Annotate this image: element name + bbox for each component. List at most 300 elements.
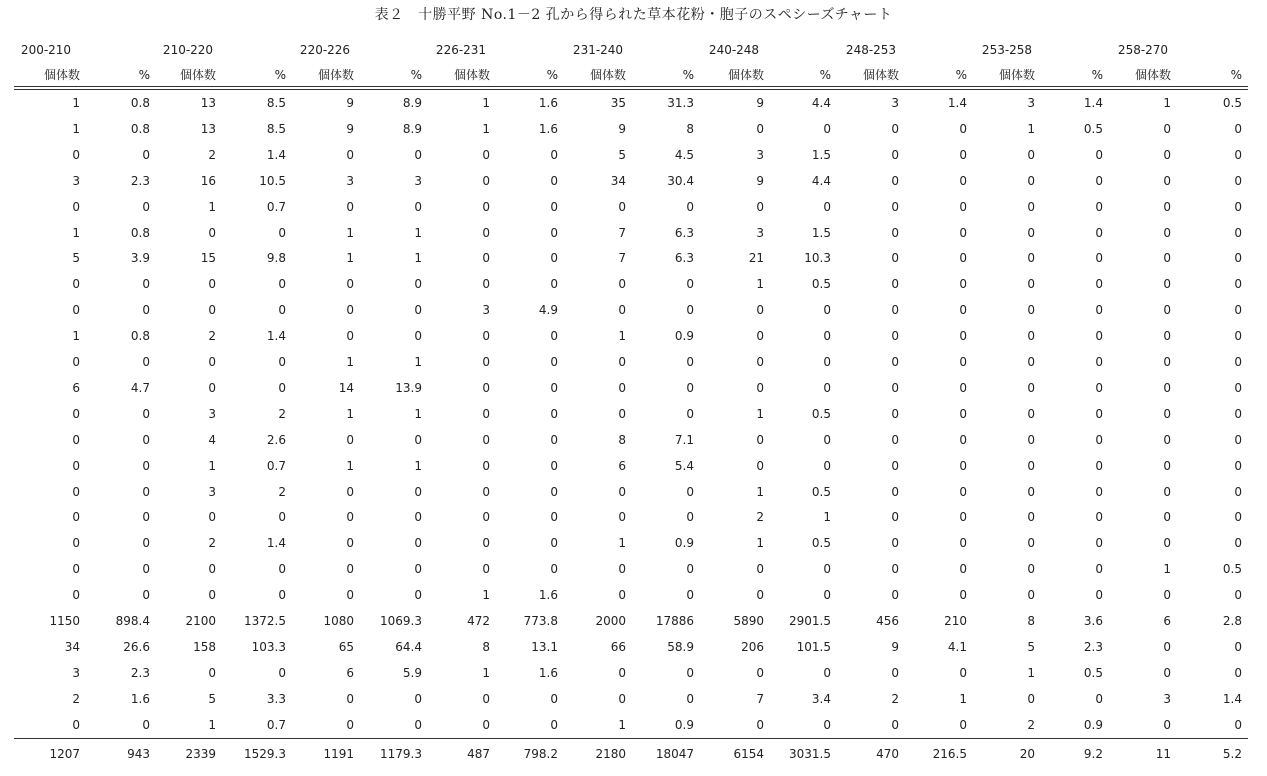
percent-cell: 26.6 (123, 639, 150, 654)
count-cell: 0 (1163, 639, 1171, 654)
percent-cell: 0.5 (1083, 121, 1103, 136)
count-cell: 0 (1027, 562, 1035, 577)
percent-cell: 10.3 (804, 251, 831, 266)
count-cell: 0 (72, 355, 80, 369)
count-cell: 0 (482, 277, 490, 292)
percent-cell: 0.5 (1222, 562, 1242, 577)
percent-cell: 0 (823, 329, 831, 344)
percent-cell: 2 (278, 484, 286, 499)
count-cell: 1 (72, 329, 80, 344)
total-percent-cell: 798.2 (523, 747, 558, 761)
count-cell: 0 (1027, 225, 1035, 240)
count-cell: 0 (72, 536, 80, 551)
count-cell: 0 (346, 536, 354, 551)
percent-cell: 0 (1095, 225, 1103, 240)
count-cell: 34 (64, 639, 80, 654)
percent-cell: 6.3 (674, 251, 694, 266)
percent-cell: 0 (550, 562, 558, 577)
count-cell: 6 (72, 380, 80, 395)
count-cell: 1 (72, 96, 80, 110)
percent-cell: 0 (1234, 147, 1242, 162)
depth-range-header: 231-240 (572, 43, 624, 57)
count-cell: 0 (891, 329, 899, 344)
percent-cell: 0 (142, 458, 150, 473)
count-cell: 0 (346, 432, 354, 447)
count-cell: 0 (891, 717, 899, 732)
count-cell: 1 (1027, 665, 1035, 680)
percent-cell: 0 (1234, 355, 1242, 369)
percent-cell: 0 (686, 588, 694, 603)
percent-cell: 0 (278, 562, 286, 577)
percent-cell: 0 (1095, 536, 1103, 551)
count-cell: 0 (482, 199, 490, 214)
count-cell: 0 (1163, 484, 1171, 499)
count-cell: 0 (756, 458, 764, 473)
count-cell: 0 (346, 303, 354, 318)
count-cell: 0 (1163, 510, 1171, 525)
percent-cell: 58.9 (667, 639, 694, 654)
count-cell: 0 (1027, 380, 1035, 395)
count-cell: 0 (72, 588, 80, 603)
count-cell: 1 (1027, 121, 1035, 136)
count-cell: 0 (72, 303, 80, 318)
count-cell: 0 (891, 665, 899, 680)
percent-cell: 0 (142, 432, 150, 447)
percent-cell: 2.6 (266, 432, 286, 447)
count-cell: 4 (208, 432, 216, 447)
percent-cell: 1.6 (538, 665, 558, 680)
count-cell: 0 (346, 588, 354, 603)
percent-cell: 0.7 (266, 717, 286, 732)
percent-cell: 0.5 (811, 406, 831, 421)
count-cell: 3 (1027, 96, 1035, 110)
count-cell: 1 (208, 458, 216, 473)
percent-cell: 0 (414, 510, 422, 525)
count-cell: 3 (72, 173, 80, 188)
count-cell: 0 (1027, 458, 1035, 473)
percent-cell: 7.1 (674, 432, 694, 447)
count-cell: 0 (1163, 251, 1171, 266)
count-cell: 0 (1163, 277, 1171, 292)
count-cell: 7 (756, 691, 764, 706)
percent-cell: 0 (550, 406, 558, 421)
percent-cell: 0 (823, 355, 831, 369)
percent-cell: 0 (550, 536, 558, 551)
percent-cell: 0 (414, 303, 422, 318)
percent-cell: 0 (1095, 199, 1103, 214)
percent-cell: 0.9 (674, 717, 694, 732)
percent-cell: 1069.3 (380, 614, 422, 628)
count-cell: 0 (482, 562, 490, 577)
percent-cell: 0 (1234, 458, 1242, 473)
percent-cell: 8.9 (402, 96, 422, 110)
percent-cell: 0 (823, 458, 831, 473)
count-cell: 0 (482, 406, 490, 421)
count-cell: 0 (1163, 380, 1171, 395)
percent-cell: 2.8 (1222, 614, 1242, 628)
count-cell: 0 (1027, 173, 1035, 188)
count-cell: 0 (1027, 329, 1035, 344)
count-cell: 6 (618, 458, 626, 473)
percent-cell: 2.3 (1083, 639, 1103, 654)
percent-cell: 0 (823, 303, 831, 318)
percent-cell: 0 (142, 510, 150, 525)
count-cell: 0 (482, 147, 490, 162)
total-count-cell: 6154 (733, 747, 764, 761)
percent-cell: 0.5 (1222, 96, 1242, 110)
count-cell: 0 (346, 329, 354, 344)
count-cell: 0 (756, 562, 764, 577)
total-percent-cell: 9.2 (1083, 747, 1103, 761)
percent-cell: 30.4 (667, 173, 694, 188)
count-cell: 1 (756, 484, 764, 499)
percent-cell: 2901.5 (789, 614, 831, 628)
count-cell: 0 (72, 147, 80, 162)
count-cell: 9 (618, 121, 626, 136)
count-cell: 158 (193, 639, 216, 654)
percent-cell: 13.1 (531, 639, 558, 654)
percent-cell: 1 (414, 458, 422, 473)
count-cell: 0 (1027, 691, 1035, 706)
percent-cell: 0 (1234, 277, 1242, 292)
percent-cell: 0 (142, 355, 150, 369)
percent-cell: 0 (142, 484, 150, 499)
count-cell: 0 (618, 562, 626, 577)
count-cell: 0 (618, 588, 626, 603)
count-cell: 0 (208, 665, 216, 680)
count-cell: 1 (756, 406, 764, 421)
count-cell: 0 (618, 510, 626, 525)
count-cell: 21 (748, 251, 764, 266)
percent-cell: 0 (550, 484, 558, 499)
count-cell: 0 (482, 510, 490, 525)
percent-cell: 5.4 (674, 458, 694, 473)
count-cell: 0 (891, 277, 899, 292)
count-cell: 0 (208, 225, 216, 240)
percent-cell: 8 (686, 121, 694, 136)
percent-cell: 0 (1234, 173, 1242, 188)
count-cell: 0 (1027, 536, 1035, 551)
count-cell: 0 (891, 355, 899, 369)
count-cell: 0 (482, 329, 490, 344)
percent-cell: 0 (550, 199, 558, 214)
percent-cell: 0 (1095, 588, 1103, 603)
count-cell: 0 (72, 406, 80, 421)
percent-cell: 0 (959, 147, 967, 162)
count-cell: 0 (1027, 147, 1035, 162)
count-cell: 6 (1163, 614, 1171, 628)
count-cell: 3 (208, 484, 216, 499)
count-cell: 206 (741, 639, 764, 654)
percent-cell: 0 (142, 277, 150, 292)
percent-cell: 0 (550, 717, 558, 732)
percent-header: % (546, 68, 558, 82)
count-cell: 0 (756, 121, 764, 136)
depth-range-header: 258-270 (1117, 43, 1169, 57)
count-cell: 0 (482, 173, 490, 188)
percent-cell: 8.5 (266, 96, 286, 110)
count-cell: 1 (346, 458, 354, 473)
percent-cell: 0.5 (811, 536, 831, 551)
percent-cell: 0.9 (674, 329, 694, 344)
count-cell: 0 (72, 199, 80, 214)
percent-cell: 0 (959, 329, 967, 344)
count-cell: 0 (618, 199, 626, 214)
count-cell: 9 (756, 96, 764, 110)
percent-cell: 210 (944, 614, 967, 628)
count-cell: 5 (618, 147, 626, 162)
count-cell: 2000 (595, 614, 626, 628)
count-cell: 1 (346, 225, 354, 240)
total-percent-cell: 5.2 (1222, 747, 1242, 761)
percent-cell: 0.5 (1083, 665, 1103, 680)
count-cell: 0 (346, 691, 354, 706)
total-count-cell: 487 (467, 747, 490, 761)
percent-cell: 1 (414, 251, 422, 266)
percent-cell: 3 (414, 173, 422, 188)
header-rule-bottom (14, 89, 1248, 90)
percent-cell: 9.8 (266, 251, 286, 266)
count-cell: 0 (346, 277, 354, 292)
count-cell: 0 (1027, 510, 1035, 525)
count-cell: 0 (756, 355, 764, 369)
count-cell: 0 (208, 588, 216, 603)
count-cell: 0 (618, 691, 626, 706)
count-cell: 9 (346, 96, 354, 110)
count-cell: 15 (200, 251, 216, 266)
percent-header: % (682, 68, 694, 82)
total-count-cell: 11 (1155, 747, 1171, 761)
percent-cell: 0 (1095, 355, 1103, 369)
percent-cell: 1.6 (538, 96, 558, 110)
percent-cell: 898.4 (115, 614, 150, 628)
percent-cell: 3.9 (130, 251, 150, 266)
count-cell: 0 (1163, 199, 1171, 214)
count-cell: 0 (346, 510, 354, 525)
count-cell: 35 (610, 96, 626, 110)
percent-cell: 2.3 (130, 173, 150, 188)
count-cell: 3 (482, 303, 490, 318)
percent-cell: 0 (142, 199, 150, 214)
count-cell: 0 (1163, 355, 1171, 369)
total-percent-cell: 1179.3 (380, 747, 422, 761)
percent-cell: 0.8 (130, 329, 150, 344)
count-cell: 0 (756, 717, 764, 732)
percent-cell: 0 (823, 380, 831, 395)
percent-cell: 5.9 (402, 665, 422, 680)
count-cell: 1150 (49, 614, 80, 628)
count-cell: 1 (618, 329, 626, 344)
count-cell: 65 (338, 639, 354, 654)
percent-cell: 0 (959, 510, 967, 525)
percent-cell: 0 (142, 406, 150, 421)
count-cell: 3 (72, 665, 80, 680)
count-header: 個体数 (43, 68, 80, 82)
count-cell: 0 (482, 432, 490, 447)
percent-cell: 0 (686, 406, 694, 421)
percent-cell: 0 (142, 303, 150, 318)
count-cell: 0 (1163, 121, 1171, 136)
count-cell: 66 (610, 639, 626, 654)
percent-header: % (274, 68, 286, 82)
count-cell: 0 (208, 355, 216, 369)
percent-cell: 0 (550, 510, 558, 525)
total-count-cell: 470 (876, 747, 899, 761)
count-cell: 0 (891, 536, 899, 551)
count-cell: 3 (756, 225, 764, 240)
percent-cell: 0 (959, 588, 967, 603)
count-cell: 8 (618, 432, 626, 447)
percent-cell: 0 (1234, 329, 1242, 344)
count-cell: 0 (891, 303, 899, 318)
percent-cell: 0 (414, 329, 422, 344)
count-cell: 1 (756, 277, 764, 292)
percent-cell: 4.4 (811, 173, 831, 188)
percent-cell: 0 (959, 406, 967, 421)
count-cell: 0 (72, 562, 80, 577)
count-cell: 9 (891, 639, 899, 654)
count-cell: 9 (756, 173, 764, 188)
count-cell: 0 (1027, 251, 1035, 266)
count-cell: 0 (756, 329, 764, 344)
percent-cell: 0 (959, 717, 967, 732)
count-cell: 0 (1163, 588, 1171, 603)
depth-range-header: 253-258 (981, 43, 1033, 57)
count-cell: 3 (208, 406, 216, 421)
count-cell: 0 (346, 717, 354, 732)
percent-cell: 0 (1095, 484, 1103, 499)
percent-cell: 17886 (655, 614, 694, 628)
percent-cell: 773.8 (523, 614, 558, 628)
count-cell: 0 (618, 665, 626, 680)
percent-cell: 0 (959, 355, 967, 369)
count-cell: 2 (208, 147, 216, 162)
percent-cell: 0.5 (811, 277, 831, 292)
percent-cell: 0 (959, 562, 967, 577)
total-percent-cell: 1529.3 (244, 747, 286, 761)
percent-cell: 0 (1234, 380, 1242, 395)
percent-cell: 8.5 (266, 121, 286, 136)
percent-cell: 0 (1234, 303, 1242, 318)
percent-cell: 4.5 (674, 147, 694, 162)
count-cell: 0 (208, 380, 216, 395)
percent-cell: 0 (142, 536, 150, 551)
depth-range-header: 200-210 (20, 43, 72, 57)
percent-cell: 2.3 (130, 665, 150, 680)
percent-cell: 0 (1095, 510, 1103, 525)
count-cell: 0 (208, 277, 216, 292)
percent-cell: 0.9 (674, 536, 694, 551)
count-cell: 0 (618, 484, 626, 499)
count-cell: 16 (200, 173, 216, 188)
total-percent-cell: 3031.5 (789, 747, 831, 761)
count-cell: 0 (1027, 277, 1035, 292)
percent-cell: 6.3 (674, 225, 694, 240)
percent-cell: 0 (278, 665, 286, 680)
percent-cell: 0 (1234, 225, 1242, 240)
count-cell: 0 (72, 432, 80, 447)
percent-cell: 0 (414, 147, 422, 162)
percent-cell: 0 (959, 251, 967, 266)
percent-cell: 0 (414, 691, 422, 706)
count-cell: 1 (72, 225, 80, 240)
depth-range-header: 226-231 (435, 43, 487, 57)
percent-cell: 0 (959, 380, 967, 395)
percent-cell: 1.4 (947, 96, 967, 110)
count-cell: 1 (346, 251, 354, 266)
count-cell: 0 (1163, 536, 1171, 551)
count-cell: 0 (1163, 329, 1171, 344)
total-count-cell: 1191 (323, 747, 354, 761)
count-cell: 0 (891, 199, 899, 214)
count-cell: 0 (1163, 458, 1171, 473)
count-cell: 0 (72, 510, 80, 525)
percent-cell: 101.5 (796, 639, 831, 654)
depth-range-header: 210-220 (162, 43, 214, 57)
percent-cell: 0 (1234, 536, 1242, 551)
percent-cell: 0 (959, 665, 967, 680)
depth-range-header: 240-248 (708, 43, 760, 57)
percent-header: % (138, 68, 150, 82)
percent-cell: 13.9 (395, 380, 422, 395)
count-header: 個体数 (179, 68, 216, 82)
count-cell: 0 (482, 458, 490, 473)
count-cell: 0 (482, 225, 490, 240)
header-rule-top (14, 86, 1248, 87)
total-count-cell: 2180 (595, 747, 626, 761)
percent-cell: 0 (550, 251, 558, 266)
percent-cell: 0 (959, 277, 967, 292)
count-cell: 0 (891, 173, 899, 188)
percent-cell: 0 (959, 432, 967, 447)
count-cell: 0 (756, 665, 764, 680)
count-cell: 5 (72, 251, 80, 266)
count-cell: 2 (756, 510, 764, 525)
total-percent-cell: 943 (127, 747, 150, 761)
count-cell: 0 (346, 484, 354, 499)
percent-cell: 0 (550, 458, 558, 473)
percent-cell: 0 (1234, 717, 1242, 732)
count-cell: 1 (1163, 562, 1171, 577)
count-cell: 1 (72, 121, 80, 136)
count-cell: 0 (891, 147, 899, 162)
percent-cell: 0 (278, 277, 286, 292)
percent-cell: 0 (1234, 406, 1242, 421)
count-cell: 0 (891, 588, 899, 603)
percent-cell: 3.4 (811, 691, 831, 706)
percent-cell: 1.6 (130, 691, 150, 706)
count-cell: 0 (618, 380, 626, 395)
count-cell: 0 (1163, 225, 1171, 240)
percent-cell: 4.9 (538, 303, 558, 318)
depth-range-header: 220-226 (299, 43, 351, 57)
percent-cell: 0 (686, 484, 694, 499)
count-cell: 1 (346, 355, 354, 369)
percent-cell: 0 (550, 277, 558, 292)
percent-cell: 1.4 (266, 329, 286, 344)
percent-cell: 0 (1095, 458, 1103, 473)
count-cell: 0 (482, 355, 490, 369)
count-cell: 0 (1027, 355, 1035, 369)
count-cell: 0 (346, 199, 354, 214)
count-cell: 34 (610, 173, 626, 188)
count-cell: 5 (1027, 639, 1035, 654)
percent-cell: 0 (1095, 173, 1103, 188)
percent-header: % (410, 68, 422, 82)
count-cell: 1 (482, 665, 490, 680)
percent-cell: 0 (550, 355, 558, 369)
count-cell: 0 (1027, 484, 1035, 499)
